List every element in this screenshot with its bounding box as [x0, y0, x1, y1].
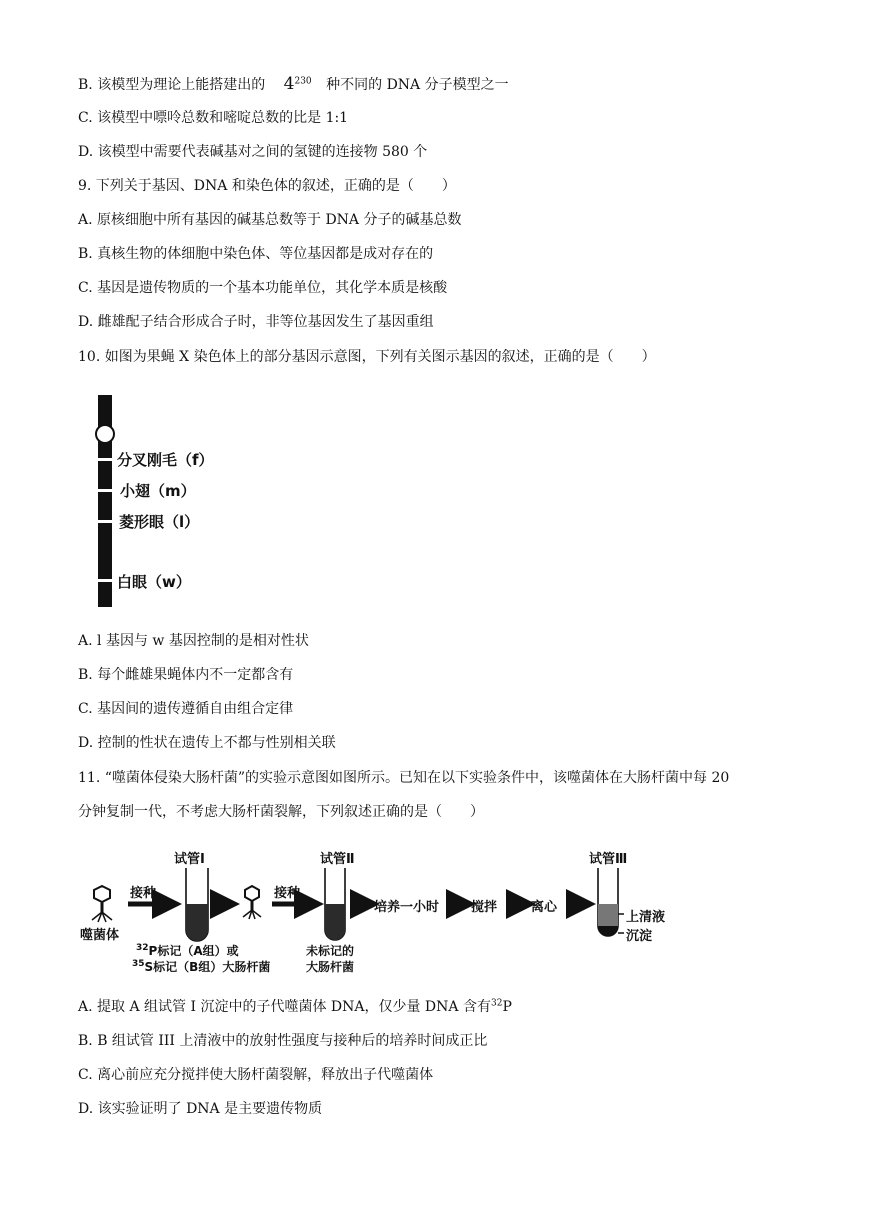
q11-option-c: C. 离心前应充分搅拌使大肠杆菌裂解，释放出子代噬菌体 — [78, 1067, 434, 1083]
tube1-title: 试管Ⅰ — [174, 852, 205, 867]
gene-label-f: 分叉刚毛（f） — [117, 451, 214, 469]
p32-superscript: 32 — [136, 943, 149, 953]
inoculate-label-1: 接种 — [130, 886, 157, 901]
q9-option-b: B. 真核生物的体细胞中染色体、等位基因都是成对存在的 — [78, 246, 434, 262]
q10-stem: 10. 如图为果蝇 X 染色体上的部分基因示意图，下列有关图示基因的叙述，正确的是（ ） — [78, 349, 656, 365]
q11-stem-line2: 分钟复制一代，不考虑大肠杆菌裂解，下列叙述正确的是（ ） — [78, 804, 484, 820]
gene-tick-l — [98, 520, 112, 523]
phage-experiment-diagram — [78, 838, 688, 978]
q10-option-c: C. 基因间的遗传遵循自由组合定律 — [78, 701, 294, 717]
tube1-caption-p-text: P标记（A组）或 — [148, 944, 239, 958]
inoculate-label-2: 接种 — [274, 886, 301, 901]
q8-option-b-text: B. 该模型为理论上能搭建出的 — [78, 77, 266, 93]
q11-option-a-tail: P — [502, 999, 512, 1015]
test-tube-2 — [325, 868, 345, 940]
q9-option-c: C. 基因是遗传物质的一个基本功能单位，其化学本质是核酸 — [78, 280, 448, 296]
tube3-title: 试管Ⅲ — [589, 852, 628, 867]
sediment-label: 沉淀 — [626, 929, 653, 944]
q9-option-a: A. 原核细胞中所有基因的碱基总数等于 DNA 分子的碱基总数 — [78, 212, 462, 228]
q9-stem: 9. 下列关于基因、DNA 和染色体的叙述，正确的是（ ） — [78, 178, 456, 194]
q11-option-b: B. B 组试管 III 上清液中的放射性强度与接种后的培养时间成正比 — [78, 1033, 488, 1049]
gene-label-l: 菱形眼（l） — [119, 513, 200, 531]
gene-label-m: 小翅（m） — [120, 482, 196, 500]
q11-option-d: D. 该实验证明了 DNA 是主要遗传物质 — [78, 1101, 323, 1117]
q11-option-a — [78, 997, 512, 1017]
q11-option-a-text: A. 提取 A 组试管 I 沉淀中的子代噬菌体 DNA，仅少量 DNA 含有 — [78, 999, 491, 1015]
tube1-caption-s-text: S标记（B组）大肠杆菌 — [144, 960, 271, 974]
test-tube-1 — [186, 868, 208, 941]
q11-option-a-superscript: 32 — [490, 998, 503, 1009]
q11-stem-line1: 11. “噬菌体侵染大肠杆菌”的实验示意图如图所示。已知在以下实验条件中，该噬菌体在大肠杆菌中每 20 — [78, 770, 730, 786]
phage-icon-2 — [243, 886, 261, 919]
q8-exponent-base: 4 — [283, 74, 295, 94]
tube2-caption-1: 未标记的 — [306, 944, 355, 958]
q10-option-b: B. 每个雌雄果蝇体内不一定都含有 — [78, 667, 294, 683]
q9-option-d: D. 雌雄配子结合形成合子时，非等位基因发生了基因重组 — [78, 314, 434, 330]
q8-option-b-tail: 种不同的 DNA 分子模型之一 — [326, 77, 509, 93]
step-culture: 培养一小时 — [374, 900, 440, 915]
step-centrifuge: 离心 — [531, 900, 558, 915]
test-tube-3 — [598, 868, 624, 936]
gene-label-w: 白眼（w） — [117, 573, 191, 591]
phage-icon — [92, 886, 112, 922]
tube2-caption-2: 大肠杆菌 — [306, 960, 355, 974]
q8-option-c: C. 该模型中嘌呤总数和嘧啶总数的比是 1:1 — [78, 110, 349, 126]
q10-option-a: A. l 基因与 w 基因控制的是相对性状 — [78, 633, 309, 649]
gene-tick-m — [98, 489, 112, 492]
gene-tick-w — [98, 579, 112, 582]
tube1-caption-s — [132, 958, 270, 975]
supernatant-label: 上清液 — [626, 910, 666, 925]
gene-tick-f — [98, 458, 112, 461]
q10-option-d: D. 控制的性状在遗传上不都与性别相关联 — [78, 735, 336, 751]
q8-exponent: 230 — [294, 76, 312, 87]
tube2-title: 试管Ⅱ — [320, 852, 355, 867]
phage-label: 噬菌体 — [80, 928, 120, 943]
q8-option-d: D. 该模型中需要代表碱基对之间的氢键的连接物 580 个 — [78, 144, 428, 160]
step-stir: 搅拌 — [471, 900, 498, 915]
tube1-caption-p — [136, 942, 239, 959]
centromere-circle — [95, 424, 115, 444]
s35-superscript: 35 — [132, 959, 145, 969]
q8-option-b — [78, 74, 509, 95]
